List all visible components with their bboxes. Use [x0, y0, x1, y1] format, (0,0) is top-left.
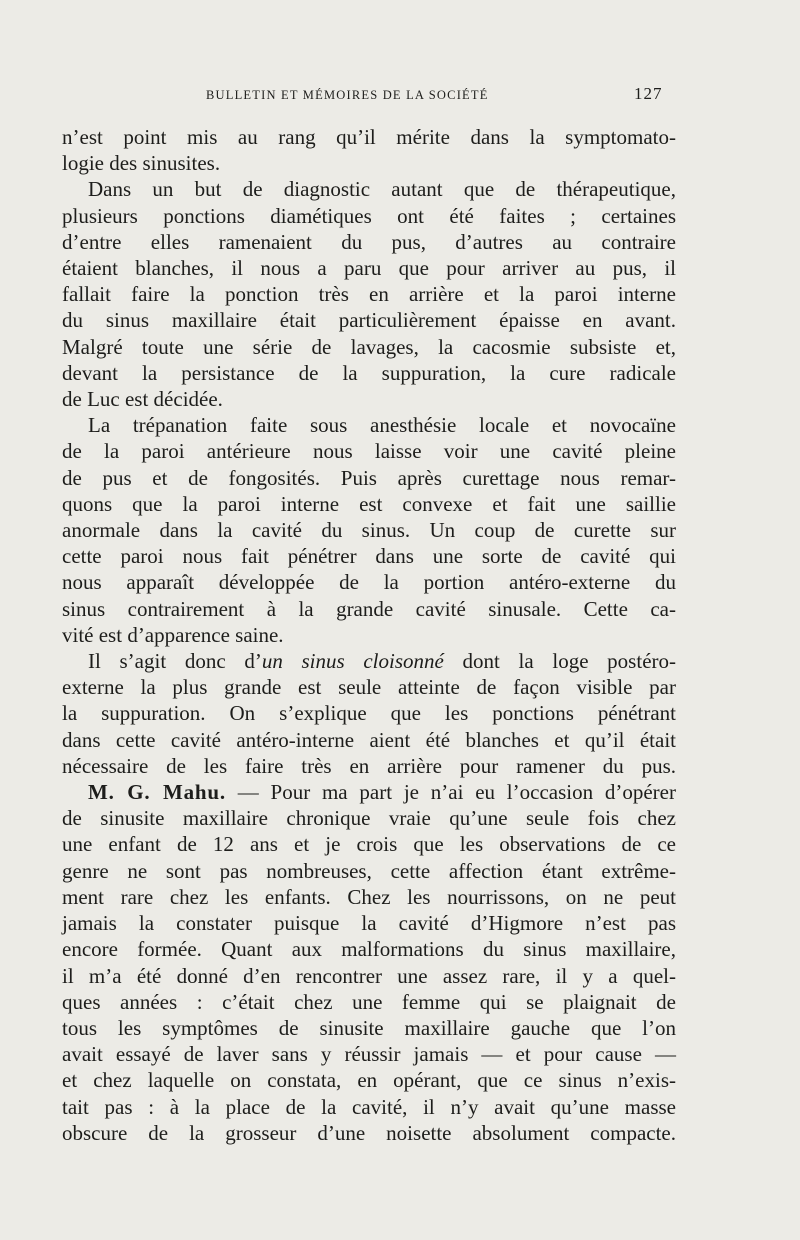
text-line: nous apparaît développée de la portion antéro-externe du [62, 570, 676, 595]
text-line: Malgré toute une série de lavages, la cacosmie subsiste et, [62, 334, 676, 359]
text-line: la suppuration. On s’explique que les ponctions pénétrant [62, 701, 676, 726]
text-line: étaient blanches, il nous a paru que pour arriver au pus, il [62, 256, 676, 281]
running-title: BULLETIN ET MÉMOIRES DE LA SOCIÉTÉ [206, 88, 489, 102]
body-text [62, 124, 676, 1146]
text-line: une enfant de 12 ans et je crois que les observations de ce [62, 832, 676, 857]
text-line: plusieurs ponctions diamétiques ont été faites ; certaines [62, 203, 676, 228]
text-line: nécessaire de les faire très en arrière pour ramener du pus. [62, 753, 676, 778]
text-line: et chez laquelle on constata, en opérant, que ce sinus n’exis- [62, 1068, 676, 1093]
text-line: devant la persistance de la suppuration, la cure radicale [62, 360, 676, 385]
text-line: de la paroi antérieure nous laisse voir une cavité pleine [62, 439, 676, 464]
text-line: externe la plus grande est seule atteinte de façon visible par [62, 675, 676, 700]
speaker-name: M. G. Mahu. [88, 780, 226, 805]
line-text-before: Il s’agit donc d’ [88, 649, 262, 674]
text-line: anormale dans la cavité du sinus. Un coup de curette sur [62, 518, 676, 543]
line-text-after: dont la loge postéro- [443, 649, 676, 674]
text-line: tait pas : à la place de la cavité, il n’y avait qu’une masse [62, 1094, 676, 1119]
text-line: du sinus maxillaire était particulièrement épaisse en avant. [62, 308, 676, 333]
text-line [62, 648, 676, 674]
text-line: de sinusite maxillaire chronique vraie qu’une seule fois chez [62, 806, 676, 831]
text-line: sinus contrairement à la grande cavité sinusale. Cette ca- [62, 596, 676, 621]
text-line: Dans un but de diagnostic autant que de thérapeutique, [88, 177, 676, 202]
text-line: fallait faire la ponction très en arrière et la paroi interne [62, 282, 676, 307]
text-line: logie des sinusites. [62, 151, 221, 176]
text-line: dans cette cavité antéro-interne aient été blanches et qu’il était [62, 727, 676, 752]
text-line: La trépanation faite sous anesthésie locale et novocaïne [88, 413, 676, 438]
text-line: encore formée. Quant aux malformations du sinus maxillaire, [62, 937, 676, 962]
text-line: vité est d’apparence saine. [62, 622, 284, 647]
text-line: genre ne sont pas nombreuses, cette affection étant extrême- [62, 858, 676, 883]
text-line: il m’a été donné d’en rencontrer une assez rare, il y a quel- [62, 963, 676, 988]
text-line: ques années : c’était chez une femme qui se plaignait de [62, 989, 676, 1014]
italic-phrase: un sinus cloisonné [261, 649, 444, 674]
text-line: ment rare chez les enfants. Chez les nourrissons, on ne peut [62, 884, 676, 909]
text-line: n’est point mis au rang qu’il mérite dans la symptomato- [62, 125, 676, 149]
text-line: de pus et de fongosités. Puis après curettage nous remar- [62, 465, 676, 490]
text-line: quons que la paroi interne est convexe et fait une saillie [62, 491, 676, 516]
text-line: d’entre elles ramenaient du pus, d’autres au contraire [62, 229, 676, 254]
line-text-after: — Pour ma part je n’ai eu l’occasion d’opérer [225, 780, 676, 805]
text-line [62, 779, 676, 805]
text-line: jamais la constater puisque la cavité d’Higmore n’est pas [62, 911, 676, 936]
text-line: de Luc est décidée. [62, 387, 223, 412]
page-number: 127 [634, 84, 663, 103]
text-line: tous les symptômes de sinusite maxillaire gauche que l’on [62, 1015, 676, 1040]
text-line: cette paroi nous fait pénétrer dans une sorte de cavité qui [62, 544, 676, 569]
text-line: avait essayé de laver sans y réussir jamais — et pour cause — [62, 1042, 676, 1067]
text-line: obscure de la grosseur d’une noisette absolument compacte. [62, 1120, 676, 1145]
running-head [0, 84, 800, 108]
